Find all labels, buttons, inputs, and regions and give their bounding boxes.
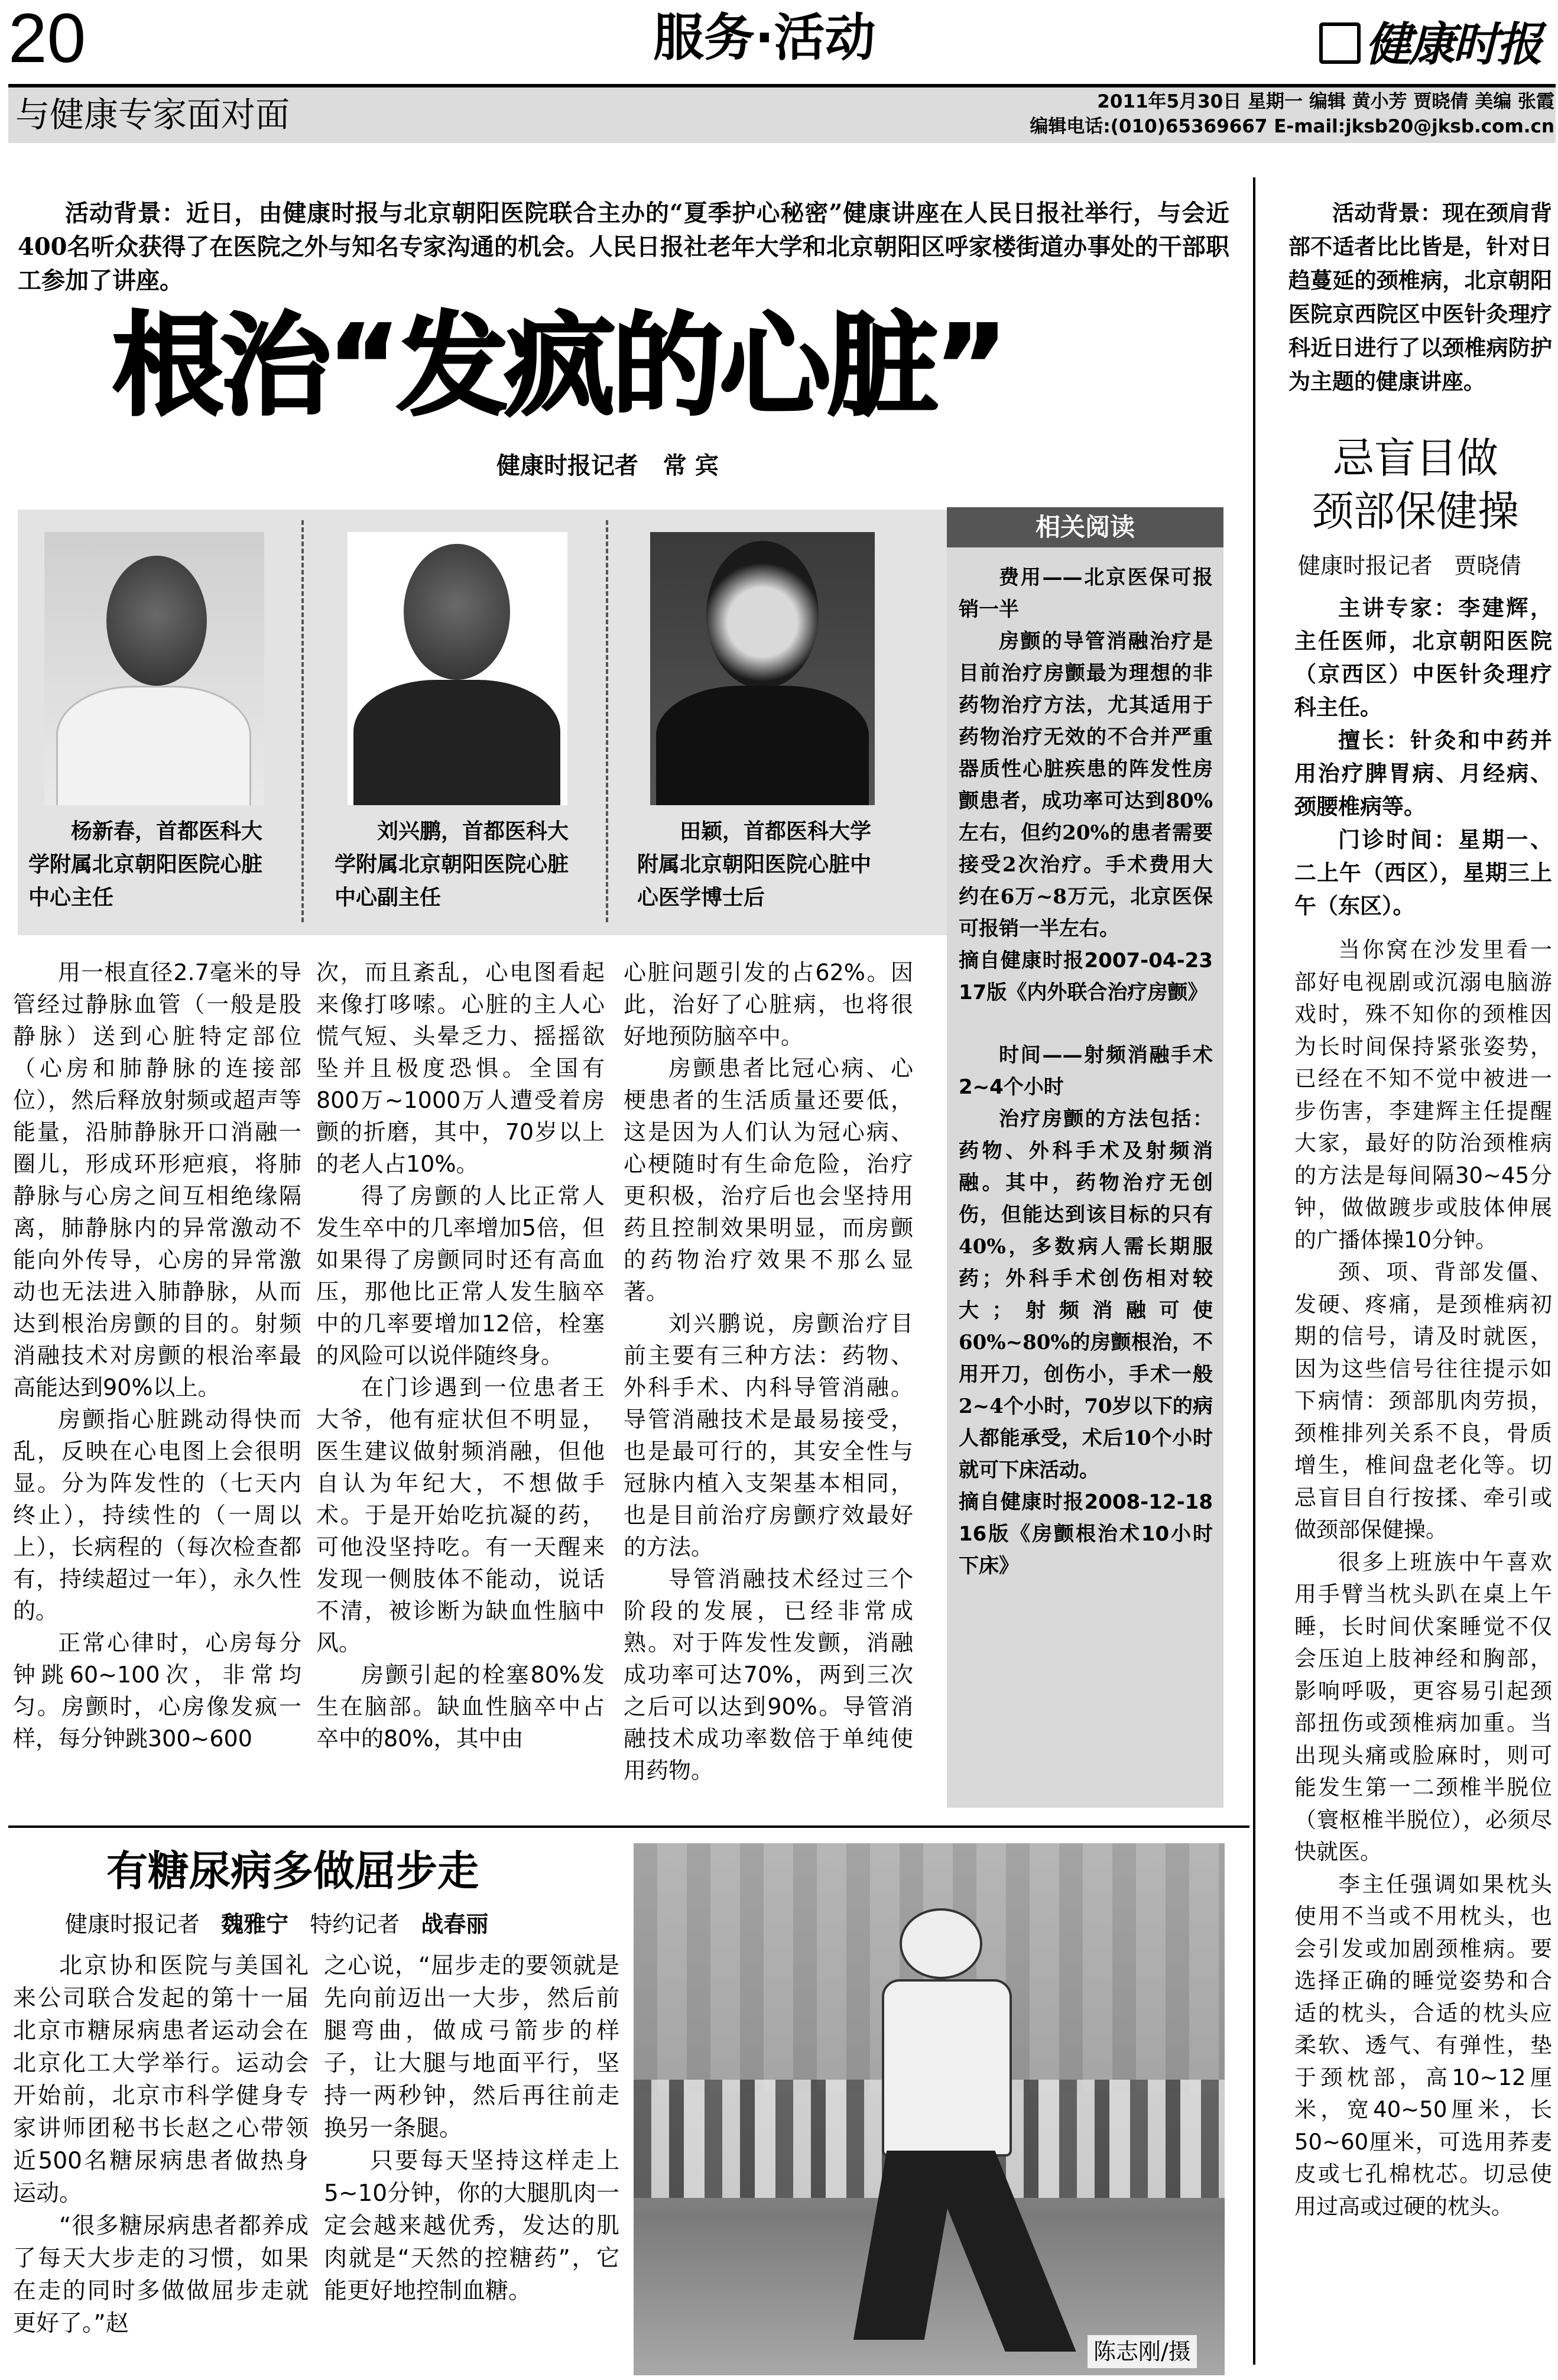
contact-line: 编辑电话:(010)65369667 E-mail:jksb20@jksb.com.cn xyxy=(1030,116,1554,137)
diabetes-byline xyxy=(65,1909,488,1939)
byline-mid: 特约记者 xyxy=(310,1911,400,1937)
sidebar-background-text: 现在颈肩背部不适者比比皆是，针对日趋蔓延的颈椎病，北京朝阳医院京西院区中医针灸理疗科近日进行了以颈椎病防护为主题的健康讲座。 xyxy=(1288,200,1553,394)
masthead-logo xyxy=(1319,18,1556,77)
clinic-text: 星期一、二上午（西区），星期三上午（东区）。 xyxy=(1294,826,1552,919)
paragraph: 房颤引起的栓塞80%发生在脑部。缺血性脑卒中占卒中的80%，其中由 xyxy=(316,1662,605,1752)
related-item2-body: 治疗房颤的方法包括：药物、外科手术及射频消融。其中，药物治疗无创伤，但能达到该目标的只有40%，多数病人需长期服药；外科手术创伤相对较大；射频消融可使60%~80%的房颤根治，不用开刀，创伤小，手术一般2~4个小时，70岁以下的病人都能承受，术后10个小时就可下床活动。 xyxy=(959,1107,1213,1482)
paragraph: 用一根直径2.7毫米的导管经过静脉血管（一般是股静脉）送到心脏特定部位（心房和肺静脉的连接部位），然后释放射频或超声等能量，沿肺静脉开口消融一圈儿，形成环形疤痕，将肺静脉与心房之间互相绝缘隔离，肺静脉内的异常激动不能向外传导，心房的异常激动也无法进入肺静脉，从而达到根治房颤的目的。射频消融技术对房颤的根治率最高能达到90%以上。 xyxy=(13,959,301,1400)
paragraph: “很多糖尿病患者都养成了每天大步走的习惯，如果在走的同时多做做屈步走就更好了。”赵 xyxy=(13,2213,309,2337)
main-background-label: 活动背景： xyxy=(65,199,186,227)
main-column-2 xyxy=(316,956,605,1755)
sidebar-divider xyxy=(1253,177,1255,2365)
paragraph: 只要每天坚持这样走上5~10分钟，你的大腿肌肉一定会越来越优秀，发达的肌肉就是“天然的控糖药”，它能更好地控制血糖。 xyxy=(324,2148,619,2304)
related-item1-body: 房颤的导管消融治疗是目前治疗房颤最为理想的非药物治疗方法，尤其适用于药物治疗无效的不合并严重器质性心脏疾患的阵发性房颤患者，成功率可达到80%左右，但约20%的患者需要接受2次治疗。手术费用大约在6万~8万元，北京医保可报销一半左右。 xyxy=(959,630,1213,941)
paragraph: 李主任强调如果枕头使用不当或不用枕头，也会引发或加剧颈椎病。要选择正确的睡觉姿势和合适的枕头，合适的枕头应柔软、透气、有弹性，垫于颈枕部，高10~12厘米，宽40~50厘米，长50~60厘米，可选用荞麦皮或七孔棉枕芯。切忌使用过高或过硬的枕头。 xyxy=(1294,1871,1552,2219)
main-headline: 根治“发疯的心脏” xyxy=(112,301,1005,431)
expert-caption-tian: 田颖，首都医科大学附属北京朝阳医院心脏中心医学博士后 xyxy=(637,819,872,910)
paragraph: 房颤指心脏跳动得快而乱，反映在心电图上会很明显。分为阵发性的（七天内终止），持续性的（一周以上），长病程的（每次检查都有，持续超过一年），永久性的。 xyxy=(13,1406,301,1624)
panel-divider xyxy=(606,520,608,922)
expert-caption-yang: 杨新春，首都医科大学附属北京朝阳医院心脏中心主任 xyxy=(28,819,263,910)
diabetes-column-1 xyxy=(13,1950,309,2340)
related-item1-title: 费用——北京医保可报销一半 xyxy=(959,566,1213,621)
sidebar-expert-info xyxy=(1294,591,1552,922)
paragraph: 心脏问题引发的占62%。因此，治好了心脏病，也将很好地预防脑卒中。 xyxy=(624,959,913,1049)
paragraph: 北京协和医院与美国礼来公司联合发起的第十一届北京市糖尿病患者运动会在北京化工大学举行。运动会开始前，北京市科学健身专家讲师团秘书长赵之心带领近500名糖尿病患者做热身运动。 xyxy=(13,1953,309,2207)
paragraph: 导管消融技术经过三个阶段的发展，已经非常成熟。对于阵发性发颤，消融成功率可达70%，两到三次之后可以达到90%。导管消融技术成功率数倍于单纯使用药物。 xyxy=(624,1566,913,1784)
expert-label: 主讲专家： xyxy=(1338,595,1459,621)
expert-caption-liu: 刘兴鹏，首都医科大学附属北京朝阳医院心脏中心副主任 xyxy=(335,819,569,910)
expert-photo-tian xyxy=(650,532,875,805)
sidebar-headline-1: 忌盲目做 xyxy=(1333,434,1498,482)
paragraph: 在门诊遇到一位患者王大爷，他有症状但不明显，医生建议做射频消融，但他自认为年纪大，不想做手术。于是开始吃抗凝的药，可他没坚持吃。有一天醒来发现一侧肢体不能动，说话不清，被诊断为缺血性脑中风。 xyxy=(316,1374,605,1656)
exerciser-figure xyxy=(900,1908,982,1979)
sidebar-byline: 健康时报记者 贾晓倩 xyxy=(1298,553,1522,579)
paragraph: 颈、项、背部发僵、发硬、疼痛，是颈椎病初期的信号，请及时就医，因为这些信号往往提示如下病情：颈部肌肉劳损，颈椎排列关系不良，骨质增生，椎间盘老化等。切忌盲目自行按揉、牵引或做颈部保健操。 xyxy=(1294,1259,1552,1542)
column-title: 与健康专家面对面 xyxy=(15,95,290,135)
photo-credit: 陈志刚/摄 xyxy=(1088,2335,1197,2368)
page-number: 20 xyxy=(8,0,86,77)
related-item2-title: 时间——射频消融手术2~4个小时 xyxy=(959,1043,1213,1099)
paragraph: 正常心律时，心房每分钟跳60~100次，非常均匀。房颤时，心房像发疯一样，每分钟跳300~600 xyxy=(13,1630,301,1752)
date-editor-line: 2011年5月30日 星期一 编辑 黄小芳 贾晓倩 美编 张霞 xyxy=(1097,91,1554,112)
related-item1-source: 摘自健康时报2007-04-23 17版《内外联合治疗房颤》 xyxy=(959,949,1213,1004)
sidebar-background-label: 活动背景： xyxy=(1332,200,1443,226)
main-background-intro xyxy=(18,196,1229,297)
sidebar-body xyxy=(1294,934,1552,2223)
diabetes-column-2 xyxy=(324,1950,619,2307)
panel-divider xyxy=(301,520,304,922)
main-column-3 xyxy=(624,956,913,1786)
main-column-1 xyxy=(13,956,301,1755)
sidebar-background-intro xyxy=(1288,196,1552,398)
logo-text: 健康时报 xyxy=(1365,18,1541,72)
reporter-2: 战春丽 xyxy=(421,1911,489,1937)
related-reading-content xyxy=(959,562,1213,1582)
main-bottom-rule xyxy=(8,1825,1249,1828)
clinic-label: 门诊时间： xyxy=(1338,826,1459,852)
paragraph: 次，而且紊乱，心电图看起来像打哆嗦。心脏的主人心慌气短、头晕乏力、摇摇欲坠并且极度恐惧。全国有800万~1000万人遭受着房颤的折磨，其中，70岁以上的老人占10%。 xyxy=(316,959,605,1177)
sidebar-headline-2: 颈部保健操 xyxy=(1312,487,1519,536)
logo-emblem-icon xyxy=(1319,22,1361,64)
specialty-text: 针灸和中药并用治疗脾胃病、月经病、颈腰椎病等。 xyxy=(1294,727,1552,819)
diabetes-headline: 有糖尿病多做屈步走 xyxy=(106,1847,479,1895)
paragraph: 当你窝在沙发里看一部好电视剧或沉溺电脑游戏时，殊不知你的颈椎因为长时间保持紧张姿势，已经在不知不觉中被进一步伤害，李建辉主任提醒大家，最好的防治颈椎病的方法是每间隔30~45分钟，做做踱步或肢体伸展的广播体操10分钟。 xyxy=(1294,937,1552,1253)
related-item2-source: 摘自健康时报2008-12-18 16版《房颤根治术10小时下床》 xyxy=(959,1490,1213,1578)
specialty-label: 擅长： xyxy=(1338,727,1410,753)
paragraph: 房颤患者比冠心病、心梗患者的生活质量还要低，这是因为人们认为冠心病、心梗随时有生命危险，治疗更积极，治疗后也会坚持用药且控制效果明显，而房颤的药物治疗效果不那么显著。 xyxy=(624,1055,913,1305)
paragraph: 得了房颤的人比正常人发生卒中的几率增加5倍，但如果得了房颤同时还有高血压，那他比正常人发生脑卒中的几率要增加12倍，栓塞的风险可以说伴随终身。 xyxy=(316,1183,605,1369)
main-background-text: 近日，由健康时报与北京朝阳医院联合主办的“夏季护心秘密”健康讲座在人民日报社举行，与会近400名听众获得了在医院之外与知名专家沟通的机会。人民日报社老年大学和北京朝阳区呼家楼街道办事处的干部职工参加了讲座。 xyxy=(18,199,1230,294)
paragraph: 很多上班族中午喜欢用手臂当枕头趴在桌上午睡，长时间伏案睡觉不仅会压迫上肢神经和胸部，影响呼吸，更容易引起颈部扭伤或颈椎病加重。当出现头痛或脸麻时，则可能发生第一二颈椎半脱位（寰枢椎半脱位），必须尽快就医。 xyxy=(1294,1549,1552,1865)
main-byline: 健康时报记者 常 宾 xyxy=(496,452,719,479)
related-reading-header: 相关阅读 xyxy=(947,507,1223,547)
expert-photo-yang xyxy=(44,532,264,805)
exercise-photo xyxy=(634,1843,1225,2375)
section-title: 服务·活动 xyxy=(653,8,876,67)
expert-text: 李建辉，主任医师，北京朝阳医院（京西区）中医针灸理疗科主任。 xyxy=(1294,595,1552,720)
paragraph: 之心说，“屈步走的要领就是先向前迈出一大步，然后前腿弯曲，做成弓箭步的样子，让大腿与地面平行，坚持一两秒钟，然后再往前走换另一条腿。 xyxy=(324,1953,619,2142)
reporter-1: 魏雅宁 xyxy=(221,1911,289,1937)
paragraph: 刘兴鹏说，房颤治疗目前主要有三种方法：药物、外科手术、内科导管消融。导管消融技术是最易接受，也是最可行的，其安全性与冠脉内植入支架基本相同，也是目前治疗房颤疗效最好的方法。 xyxy=(624,1311,913,1560)
byline-prefix: 健康时报记者 xyxy=(65,1911,200,1937)
expert-photo-liu xyxy=(348,532,567,805)
